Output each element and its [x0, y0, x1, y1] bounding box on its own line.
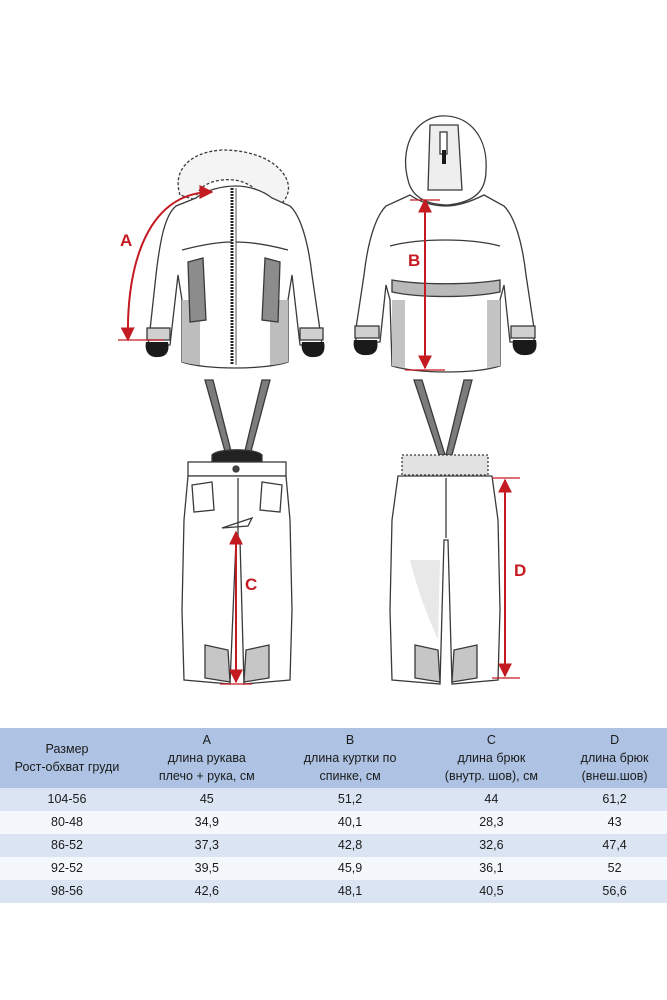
cell-c: 32,6 — [421, 834, 563, 857]
table-header-row — [0, 728, 667, 788]
cell-size: 92-52 — [0, 857, 134, 880]
cell-size: 98-56 — [0, 880, 134, 903]
jacket-back-illustration — [354, 116, 537, 372]
measure-label-a: A — [120, 231, 133, 250]
cell-a: 39,5 — [134, 857, 280, 880]
jacket-front-illustration — [146, 150, 325, 368]
header-d: D длина брюк (внеш.шов) — [562, 728, 667, 788]
table-row — [0, 834, 667, 857]
cell-a: 37,3 — [134, 834, 280, 857]
cell-size: 86-52 — [0, 834, 134, 857]
cell-b: 45,9 — [280, 857, 421, 880]
cell-c: 36,1 — [421, 857, 563, 880]
table-row — [0, 880, 667, 903]
cell-size: 80-48 — [0, 811, 134, 834]
cell-a: 45 — [134, 788, 280, 811]
cell-b: 40,1 — [280, 811, 421, 834]
cell-c: 40,5 — [421, 880, 563, 903]
cell-d: 52 — [562, 857, 667, 880]
cell-d: 47,4 — [562, 834, 667, 857]
header-b: B длина куртки по спинке, см — [280, 728, 421, 788]
cell-d: 43 — [562, 811, 667, 834]
size-chart-table — [0, 728, 667, 903]
table-row — [0, 811, 667, 834]
header-size: Размер Рост-обхват груди — [0, 728, 134, 788]
cell-a: 34,9 — [134, 811, 280, 834]
cell-b: 48,1 — [280, 880, 421, 903]
cell-a: 42,6 — [134, 880, 280, 903]
header-c: C длина брюк (внутр. шов), см — [421, 728, 563, 788]
measure-label-b: B — [408, 251, 421, 270]
measure-label-d: D — [514, 561, 527, 580]
table-row — [0, 788, 667, 811]
cell-size: 104-56 — [0, 788, 134, 811]
cell-b: 51,2 — [280, 788, 421, 811]
cell-d: 56,6 — [562, 880, 667, 903]
cell-d: 61,2 — [562, 788, 667, 811]
measure-label-c: C — [245, 575, 258, 594]
pants-back-illustration — [390, 380, 500, 684]
cell-c: 44 — [421, 788, 563, 811]
table-row — [0, 857, 667, 880]
header-a: A длина рукава плечо + рука, см — [134, 728, 280, 788]
cell-c: 28,3 — [421, 811, 563, 834]
cell-b: 42,8 — [280, 834, 421, 857]
